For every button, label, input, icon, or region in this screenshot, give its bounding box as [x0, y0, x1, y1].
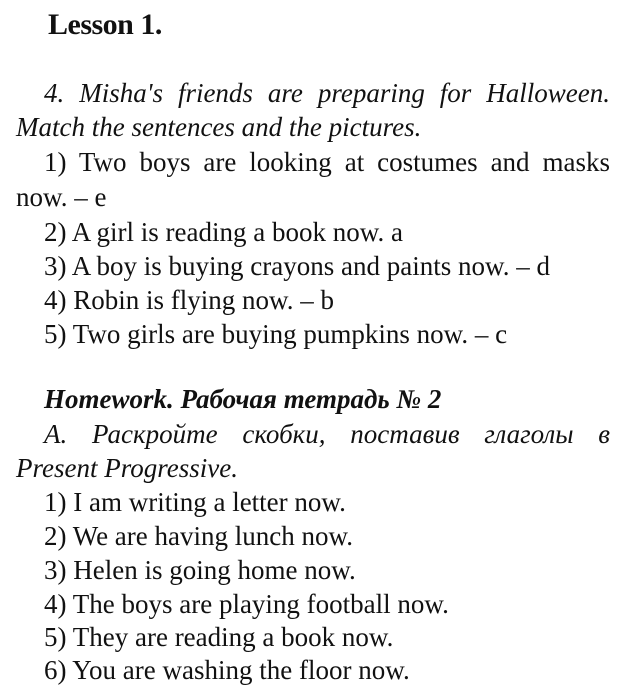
exercise4-item: 5) Two girls are buying pumpkins now. – c — [44, 319, 508, 349]
exercise4-item: 2) A girl is reading a book now. a — [44, 217, 403, 247]
homework-item: 4) The boys are playing football now. — [44, 589, 449, 619]
exercise4-item: 1) Two boys are looking at costumes and masks — [44, 147, 610, 177]
exercise4-item: 3) A boy is buying crayons and paints now. – d — [44, 251, 550, 281]
exercise4-item: 4) Robin is flying now. – b — [44, 285, 334, 315]
lesson-title: Lesson 1. — [48, 8, 162, 41]
homework-task-line2: Present Progressive. — [16, 453, 238, 483]
homework-item: 6) You are washing the floor now. — [44, 655, 410, 685]
homework-heading: Homework. Рабочая тетрадь № 2 — [44, 384, 442, 414]
exercise4-heading-line1: 4. Misha's friends are preparing for Halloween. — [44, 78, 610, 108]
homework-item: 3) Helen is going home now. — [44, 555, 356, 585]
homework-task-line1: A. Раскройте скобки, поставив глаголы в — [44, 419, 610, 449]
exercise4-item: now. – e — [16, 182, 107, 212]
homework-item: 5) They are reading a book now. — [44, 622, 394, 652]
homework-item: 1) I am writing a letter now. — [44, 487, 346, 517]
homework-item: 2) We are having lunch now. — [44, 521, 353, 551]
exercise4-heading-line2: Match the sentences and the pictures. — [16, 112, 422, 142]
